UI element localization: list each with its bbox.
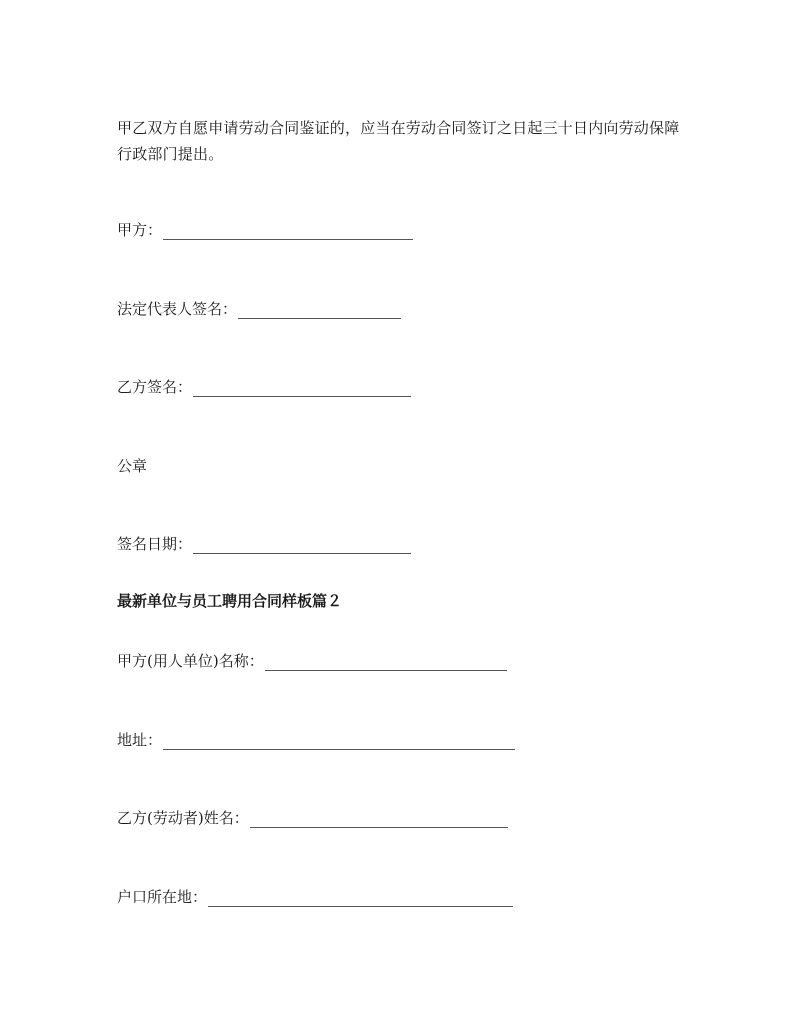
sign-date-blank	[193, 539, 411, 554]
employee-name-blank	[250, 813, 508, 828]
employer-name-line	[117, 651, 507, 671]
legal-rep-blank	[238, 304, 401, 319]
sign-date-label: 签名日期：	[117, 535, 193, 553]
employee-name-line	[117, 808, 508, 828]
sign-date-line	[117, 534, 411, 554]
party-a-line	[117, 220, 413, 240]
party-b-sign-blank	[193, 382, 411, 397]
employer-name-label: 甲方(用人单位)名称：	[117, 652, 264, 670]
employer-name-blank	[265, 656, 507, 671]
party-b-sign-label: 乙方签名：	[117, 378, 193, 396]
party-b-sign-line	[117, 377, 411, 397]
address-label: 地址：	[117, 731, 163, 749]
seal-line	[117, 456, 147, 476]
intro-paragraph: 甲乙双方自愿申请劳动合同鉴证的，应当在劳动合同签订之日起三十日内向劳动保障行政部门提出。	[117, 119, 680, 163]
address-blank	[163, 735, 515, 750]
household-reg-blank	[208, 892, 513, 907]
employee-name-label: 乙方(劳动者)姓名：	[117, 809, 249, 827]
household-reg-label: 户口所在地：	[117, 888, 208, 906]
seal-label: 公章	[117, 457, 148, 475]
address-line	[117, 730, 515, 750]
section-heading: 最新单位与员工聘用合同样板篇２	[117, 592, 343, 610]
household-reg-line	[117, 887, 513, 907]
legal-rep-label: 法定代表人签名：	[117, 300, 238, 318]
legal-rep-line	[117, 299, 401, 319]
party-a-label: 甲方：	[117, 221, 163, 239]
party-a-blank	[163, 225, 413, 240]
